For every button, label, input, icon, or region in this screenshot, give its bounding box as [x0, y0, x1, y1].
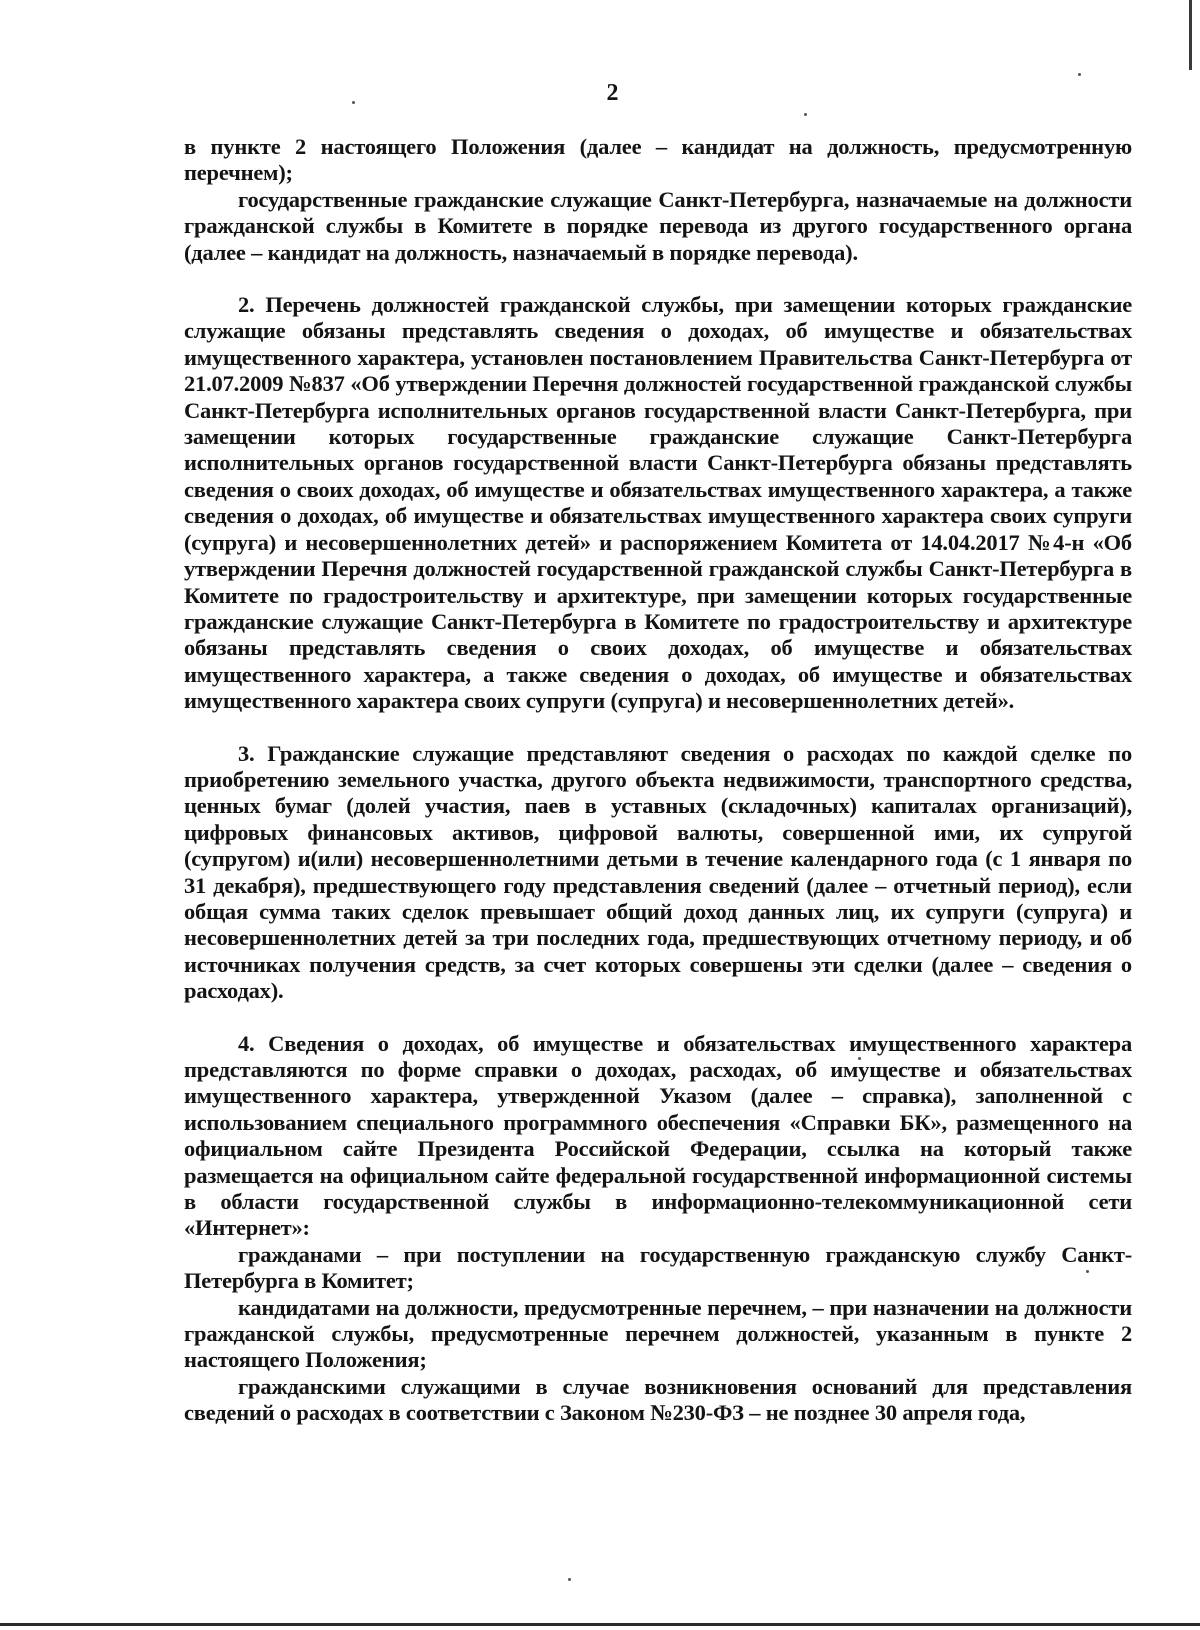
scan-speck: [568, 1578, 571, 1581]
scan-edge-line-right: [1189, 0, 1192, 70]
document-body: [184, 134, 1132, 1427]
page-number: 2: [606, 80, 619, 106]
scan-speck: [1078, 73, 1081, 76]
paragraph-candidates: кандидатами на должности, предусмотренные перечнем, – при назначении на должности гражданской службы, предусмотренные перечнем должностей, указанным в пункте 2 настоящего Положения;: [184, 1294, 1132, 1373]
paragraph-continuation: в пункте 2 настоящего Положения (далее – кандидат на должность, предусмотренную перечнем);: [184, 134, 1132, 186]
scan-edge-line-bottom: [0, 1623, 1200, 1626]
scan-speck: [804, 113, 807, 116]
paragraph-clause-3: 3. Гражданские служащие представляют сведения о расходах по каждой сделке по приобретению земельного участка, другого объекта недвижимости, транспортного средства, ценных бумаг (долей участия, паев в уставных (складочных) капиталах организаций), цифровых финансовых активов, цифровой валюты, совершенной ими, их супругой (супругом) и(или) несовершеннолетними детьми в течение календарного года (с 1 января по 31 декабря), предшествующего году представления сведений (далее – отчетный период), если общая сумма таких сделок превышает общий доход данных лиц, их супруги (супруга) и несовершеннолетних детей за три последних года, предшествующих отчетному периоду, и об источниках получения средств, за счет которых совершены эти сделки (далее – сведения о расходах).: [184, 740, 1132, 1004]
paragraph-citizens: гражданами – при поступлении на государственную гражданскую службу Санкт-Петербурга в Комитет;: [184, 1241, 1132, 1294]
paragraph-clause-4: 4. Сведения о доходах, об имуществе и обязательствах имущественного характера представляются по форме справки о доходах, расходах, об имуществе и обязательствах имущественного характера, утвержденной Указом (далее – справка), заполненной с использованием специального программного обеспечения «Справки БК», размещенного на официальном сайте Президента Российской Федерации, ссылка на который также размещается на официальном сайте федеральной государственной информационной системы в области государственной службы в информационно-телекоммуникационной сети «Интернет»:: [184, 1030, 1132, 1241]
paragraph-civil-servants: гражданскими служащими в случае возникновения оснований для представления сведений о расходах в соответствии с Законом №230-ФЗ – не позднее 30 апреля года,: [184, 1373, 1132, 1426]
paragraph-transfer-candidates: государственные гражданские служащие Санкт-Петербурга, назначаемые на должности гражданской службы в Комитете в порядке перевода из другого государственного органа (далее – кандидат на должность, назначаемый в порядке перевода).: [184, 186, 1132, 265]
scan-speck: [352, 101, 355, 104]
paragraph-clause-2: 2. Перечень должностей гражданской службы, при замещении которых гражданские служащие обязаны представлять сведения о доходах, об имуществе и обязательствах имущественного характера, установлен постановлением Правительства Санкт-Петербурга от 21.07.2009 №837 «Об утверждении Перечня должностей государственной гражданской службы Санкт-Петербурга исполнительных органов государственной власти Санкт-Петербурга, при замещении которых государственные гражданские служащие Санкт-Петербурга исполнительных органов государственной власти Санкт-Петербурга обязаны представлять сведения о своих доходах, об имуществе и обязательствах имущественного характера, а также сведения о доходах, об имуществе и обязательствах имущественного характера своих супруги (супруга) и несовершеннолетних детей» и распоряжением Комитета от 14.04.2017 №4-н «Об утверждении Перечня должностей государственной гражданской службы Санкт-Петербурга в Комитете по градостроительству и архитектуре, при замещении которых государственные гражданские служащие Санкт-Петербурга в Комитете по градостроительству и архитектуре обязаны представлять сведения о своих доходах, об имуществе и обязательствах имущественного характера, а также сведения о доходах, об имуществе и обязательствах имущественного характера своих супруги (супруга) и несовершеннолетних детей».: [184, 292, 1132, 714]
